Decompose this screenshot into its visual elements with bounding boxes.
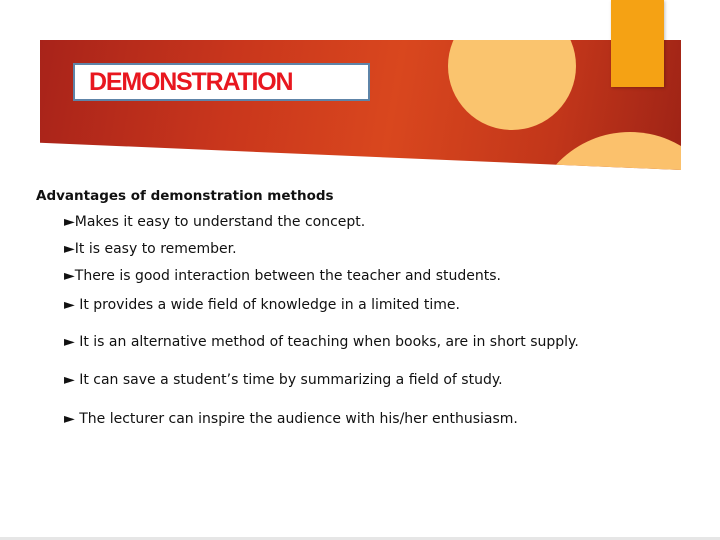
decorative-circle-top (448, 40, 576, 130)
bullet-item: ►There is good interaction between the teacher and students. (64, 268, 502, 284)
accent-rectangle (611, 0, 664, 87)
bullet-item: ► It provides a wide field of knowledge in a limited time. (64, 297, 460, 313)
decorative-circle-bottom (530, 132, 681, 170)
bullet-item: ► It is an alternative method of teaching when books, are in short supply. (64, 334, 579, 350)
bullet-item: ► The lecturer can inspire the audience with his/her enthusiasm. (64, 411, 518, 427)
title-box (73, 63, 370, 101)
title-banner (40, 40, 681, 170)
section-heading: Advantages of demonstration methods (36, 188, 334, 204)
bullet-item: ►Makes it easy to understand the concept. (64, 214, 366, 230)
slide-title: DEMONSTRATION (89, 68, 293, 96)
bullet-item: ►It is easy to remember. (64, 241, 237, 257)
bullet-item: ► It can save a student’s time by summarizing a field of study. (64, 372, 503, 388)
